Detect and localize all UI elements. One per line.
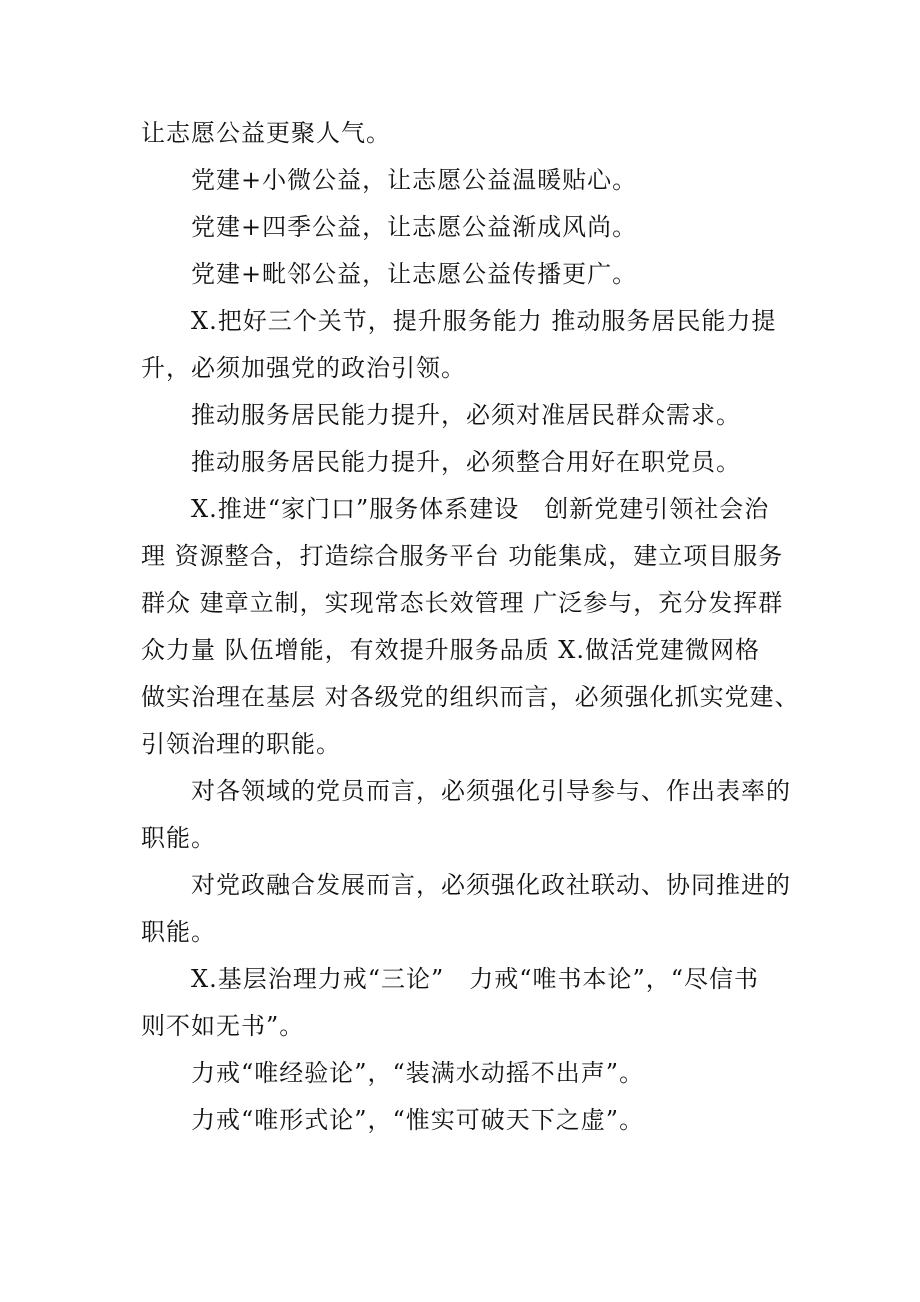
text-line: 对党政融合发展而言，必须强化政社联动、协同推进的	[191, 871, 791, 899]
text-line: 理 资源整合，打造综合服务平台 功能集成，建立项目服务	[141, 542, 784, 570]
text-line: 则不如无书”。	[141, 1012, 305, 1040]
text-line: 力戒“唯形式论”，“惟实可破天下之虚”。	[191, 1106, 645, 1134]
text-line: 力戒“唯经验论”，“装满水动摇不出声”。	[191, 1059, 645, 1087]
text-line: X.把好三个关节，提升服务能力 推动服务居民能力提	[191, 307, 777, 335]
text-line: 众力量 队伍增能，有效提升服务品质 X.做活党建微网格	[141, 636, 760, 664]
text-line: 职能。	[141, 824, 216, 852]
text-line: 党建+小微公益，让志愿公益温暖贴心。	[191, 166, 638, 194]
text-line: 职能。	[141, 918, 216, 946]
text-line: 党建+四季公益，让志愿公益渐成风尚。	[191, 213, 638, 241]
text-line: 党建+毗邻公益，让志愿公益传播更广。	[191, 260, 638, 288]
document-body	[141, 110, 801, 1144]
text-line: 群众 建章立制，实现常态长效管理 广泛参与，充分发挥群	[141, 589, 784, 617]
text-line: X.推进“家门口”服务体系建设 创新党建引领社会治	[191, 495, 770, 523]
text-line: 升，必须加强党的政治引领。	[141, 354, 466, 382]
text-line: 让志愿公益更聚人气。	[141, 119, 391, 147]
text-line: 引领治理的职能。	[141, 730, 341, 758]
text-line: X.基层治理力戒“三论” 力戒“唯书本论”，“尽信书	[191, 965, 760, 993]
text-line: 做实治理在基层 对各级党的组织而言，必须强化抓实党建、	[141, 683, 800, 711]
text-line: 对各领域的党员而言，必须强化引导参与、作出表率的	[191, 777, 791, 805]
text-line: 推动服务居民能力提升，必须对准居民群众需求。	[191, 401, 741, 429]
text-line: 推动服务居民能力提升，必须整合用好在职党员。	[191, 448, 741, 476]
